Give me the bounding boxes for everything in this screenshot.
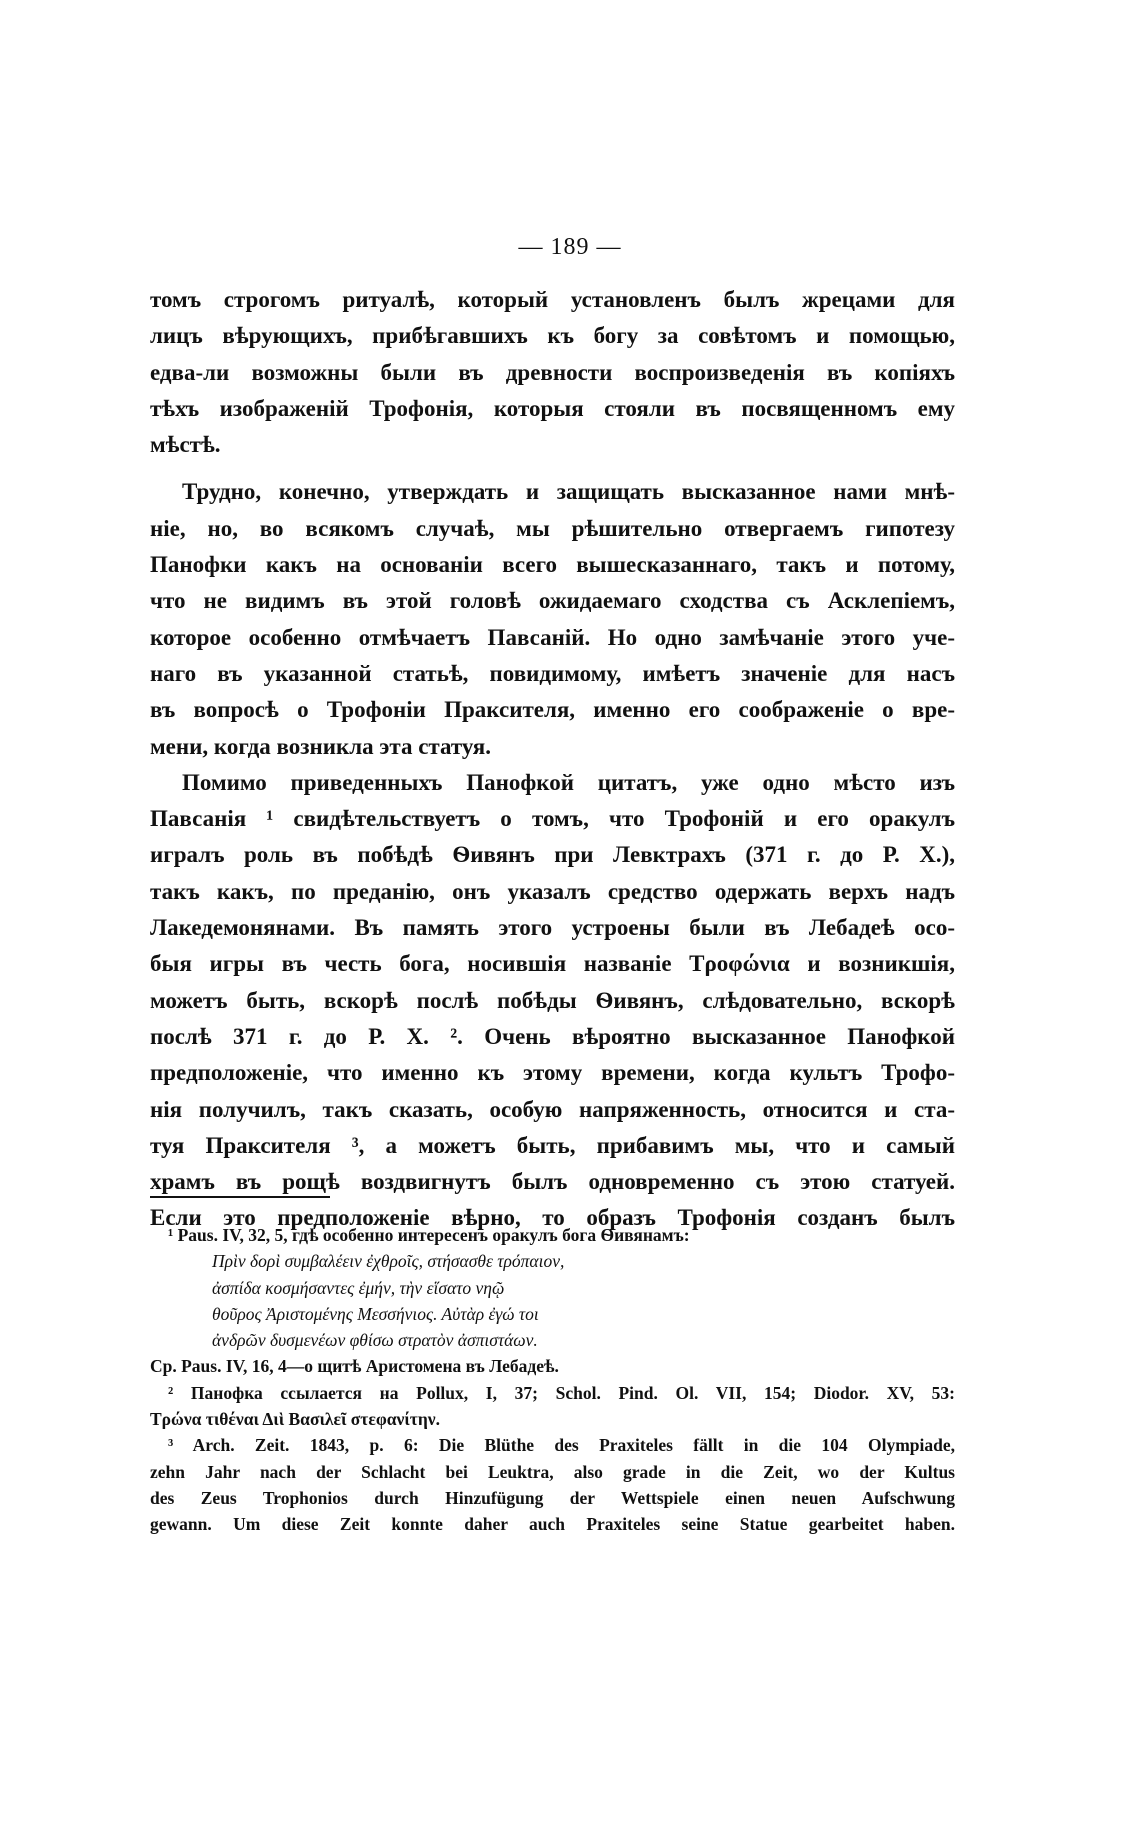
text-line: послѣ 371 г. до Р. Х. ². Очень вѣроятно высказанное Панофкой (150, 1023, 955, 1049)
text-line: что не видимъ въ этой головѣ ожидаемаго сходства съ Асклепіемъ, (150, 588, 955, 614)
text-line: туя Праксителя ³, а можетъ быть, прибавимъ мы, что и самый (150, 1132, 955, 1158)
text-line: которое особенно отмѣчаетъ Павсаній. Но одно замѣчаніе этого уче- (150, 624, 955, 650)
text-line: мѣстѣ. (150, 432, 221, 458)
text-line: Трудно, конечно, утверждать и защищать высказанное нами мнѣ- (182, 479, 955, 505)
text-line: Лакедемонянами. Въ память этого устроены были въ Лебадеѣ осо- (150, 915, 955, 941)
footnote-line: Ср. Paus. IV, 16, 4—о щитѣ Аристомена въ Лебадеѣ. (150, 1356, 559, 1377)
text-line: наго въ указанной статьѣ, повидимому, имѣетъ значеніе для насъ (150, 660, 955, 686)
greek-quote-line: ἀσπίδα κοσμήσαντες ἐμήν, τὴν εἵσατο νηῷ (212, 1277, 505, 1298)
greek-quote-line: ἀνδρῶν δυσμενέων φθίσω στρατὸν ἀσπιστάων. (212, 1330, 538, 1351)
text-line: Павсанія ¹ свидѣтельствуетъ о томъ, что Трофоній и его оракулъ (150, 806, 955, 832)
text-line: можетъ быть, вскорѣ послѣ побѣды Ѳивянъ, слѣдовательно, вскорѣ (150, 987, 955, 1013)
text-line: лицъ вѣрующихъ, прибѣгавшихъ къ богу за совѣтомъ и помощью, (150, 323, 955, 349)
footnote-line: ² Панофка ссылается на Pollux, I, 37; Schol. Pind. Ol. VII, 154; Diodor. XV, 53: (168, 1382, 955, 1403)
text-line: тѣхъ изображеній Трофонія, которыя стояли въ посвященномъ ему (150, 395, 955, 421)
page-number: — 189 — (518, 234, 622, 260)
main-text (150, 282, 955, 1237)
text-line: Если это предположеніе вѣрно, то образъ Трофонія созданъ былъ (150, 1205, 955, 1231)
text-line: игралъ роль въ побѣдѣ Ѳивянъ при Левктрахъ (371 г. до Р. Х.), (150, 842, 955, 868)
text-line: предположеніе, что именно къ этому времени, когда культъ Трофо- (150, 1060, 955, 1086)
footnote-line: gewann. Um diese Zeit konnte daher auch Praxiteles seine Statue gearbeitet haben. (150, 1514, 955, 1535)
text-line: едва-ли возможны были въ древности воспроизведенія въ копіяхъ (150, 359, 955, 385)
footnote-line: Τρώνα τιθέναι Διὶ Βασιλεῖ στεφανίτην. (150, 1409, 440, 1430)
text-line: Панофки какъ на основаніи всего вышесказаннаго, такъ и потому, (150, 552, 955, 578)
text-line: нія получилъ, такъ сказать, особую напряженность, относится и ста- (150, 1096, 955, 1122)
text-line: ніе, но, во всякомъ случаѣ, мы рѣшительно отвергаемъ гипотезу (150, 515, 955, 541)
greek-quote-line: θοῦρος Ἀριστομένης Μεσσήνιος. Αὐτὰρ ἐγώ τοι (212, 1303, 539, 1324)
footnote-line: ¹ Paus. IV, 32, 5, гдѣ особенно интересенъ оракулъ бога Ѳивянамъ: (168, 1225, 690, 1245)
text-line: въ вопросѣ о Трофоніи Праксителя, именно его соображеніе о вре- (150, 697, 955, 723)
footnote-line: ³ Arch. Zeit. 1843, p. 6: Die Blüthe des Praxiteles fällt in die 104 Olympiade, (168, 1435, 955, 1456)
footnote-divider (150, 1196, 330, 1198)
text-line: такъ какъ, по преданію, онъ указалъ средство одержать верхъ надъ (150, 878, 955, 904)
text-line: быя игры въ честь бога, носившія названіе Τροφώνια и возникшія, (150, 951, 955, 977)
footnotes (150, 1222, 955, 1538)
text-line: храмъ въ рощѣ воздвигнутъ былъ одновременно съ этою статуей. (150, 1169, 955, 1195)
text-line: Помимо приведенныхъ Панофкой цитатъ, уже одно мѣсто изъ (182, 769, 955, 795)
text-line: мени, когда возникла эта статуя. (150, 733, 492, 759)
footnote-line: zehn Jahr nach der Schlacht bei Leuktra, also grade in die Zeit, wo der Kultus (150, 1461, 955, 1482)
greek-quote-line: Πρὶν δορὶ συμβαλέειν ἐχθροῖς, στήσασθε τρόπαιον, (212, 1251, 565, 1272)
footnote-line: des Zeus Trophonios durch Hinzufügung der Wettspiele einen neuen Aufschwung (150, 1487, 955, 1508)
text-line: томъ строгомъ ритуалѣ, который установленъ былъ жрецами для (150, 287, 955, 312)
